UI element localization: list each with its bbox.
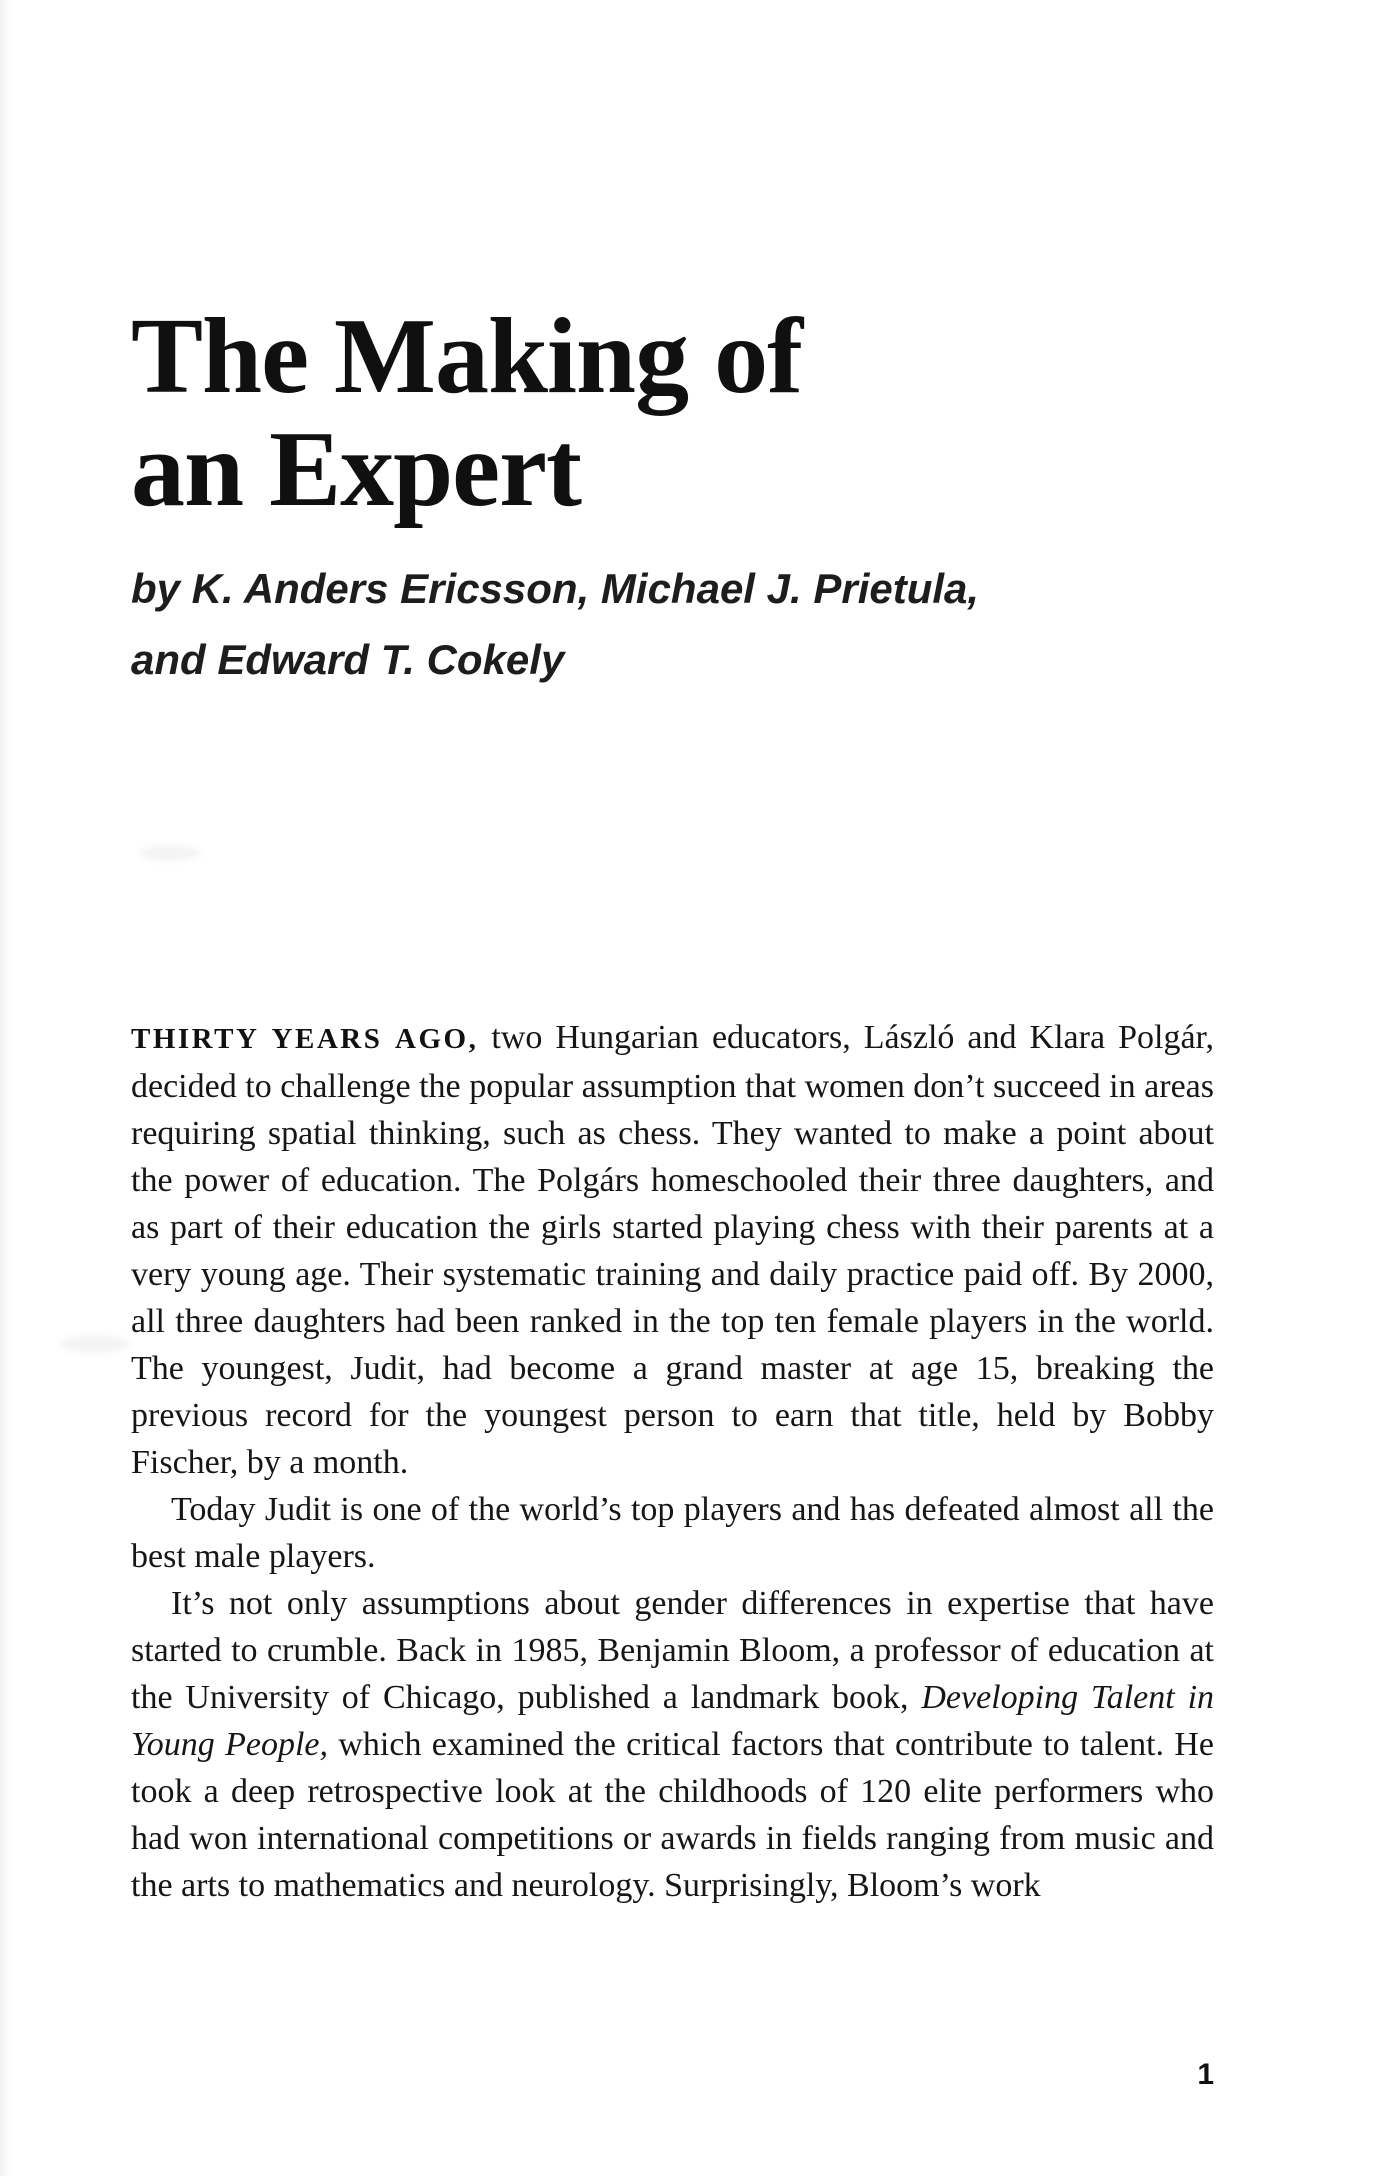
byline-line-2: and Edward T. Cokely	[131, 636, 565, 684]
scan-smudge	[60, 1335, 130, 1353]
page-number: 1	[1197, 2058, 1214, 2091]
paragraph-2: Today Judit is one of the world’s top players and has defeated almost all the best male players.	[131, 1490, 1214, 1575]
byline	[131, 553, 1214, 696]
article-title-line-1: The Making of	[131, 297, 803, 416]
lead-in-small-caps: THIRTY YEARS AGO,	[131, 1022, 479, 1055]
scan-smudge	[140, 845, 200, 861]
paragraph-3-text-before: It’s not only assumptions about gender differences in expertise that have started to crumble. Back in 1985, Benjamin Bloom, a professor of education at the University of Chicago, published a landmark book,	[131, 1584, 1214, 1716]
paragraph-1-text: two Hungarian educators, László and Klara Polgár, decided to challenge the popular assumption that women don’t succeed in areas requiring spatial thinking, such as chess. They wanted to make a point about the power of education. The Polgárs homeschooled their three daughters, and as part of their education the girls started playing chess with their parents at a very young age. Their systematic training and daily practice paid off. By 2000, all three daughters had been ranked in the top ten female players in the world. The youngest, Judit, had become a grand master at age 15, breaking the previous record for the youngest person to earn that title, held by Bobby Fischer, by a month.	[131, 1018, 1215, 1481]
article-title	[131, 297, 1214, 530]
paragraph-3	[131, 1580, 1214, 1909]
paragraph-1	[131, 1014, 1214, 1486]
article-title-line-2: an Expert	[131, 410, 581, 530]
book-title-italic: Developing Talent in Young People,	[131, 1678, 1215, 1763]
byline-line-1: by K. Anders Ericsson, Michael J. Prietula,	[131, 564, 980, 612]
article-body	[131, 1014, 1214, 1909]
paragraph-3-text-after: which examined the critical factors that contribute to talent. He took a deep retrospective look at the childhoods of 120 elite performers who had won international competitions or awards in fields ranging from music and the arts to mathematics and neurology. Surprisingly, Bloom’s work	[131, 1725, 1214, 1904]
